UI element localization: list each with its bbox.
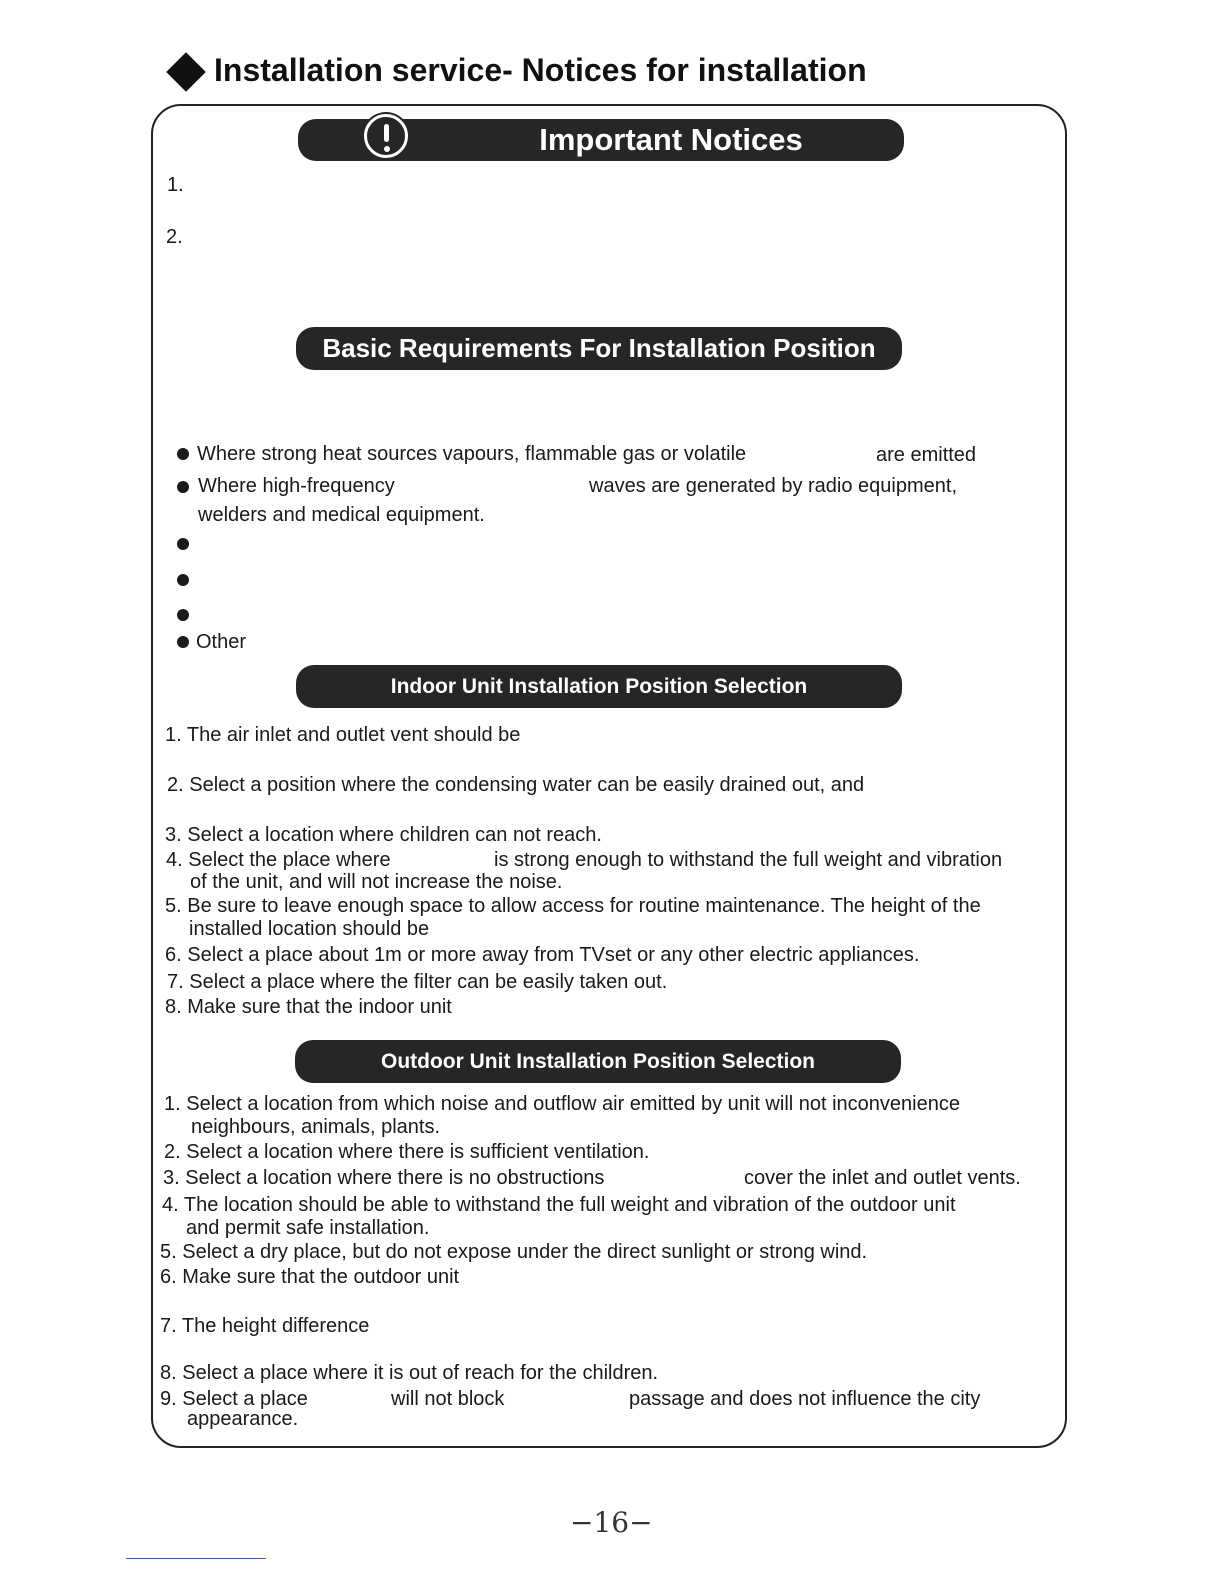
exclamation-icon: [364, 114, 408, 158]
outdoor-item-6: 6. Make sure that the outdoor unit: [160, 1266, 460, 1288]
bullet-dot: [177, 538, 189, 550]
important-notices-label: Important Notices: [539, 122, 803, 157]
indoor-selection-label: Indoor Unit Installation Position Selection: [390, 674, 808, 698]
outdoor-item-4: 4. The location should be able to withstand the full weight and vibration of the outdoor unit: [162, 1194, 956, 1216]
outdoor-item-2: 2. Select a location where there is sufficient ventilation.: [164, 1141, 650, 1163]
page-number: −16−: [570, 1506, 653, 1539]
indoor-item-4-cont: of the unit, and will not increase the noise.: [190, 871, 563, 893]
basic-bullet-1-text-end: are emitted: [876, 444, 977, 466]
outdoor-item-9-cont: appearance.: [187, 1408, 299, 1430]
basic-bullet-2-text-cont: welders and medical equipment.: [198, 504, 485, 526]
basic-bullet-2-text: Where high-frequency: [198, 475, 395, 497]
bullet-dot: [177, 448, 189, 460]
outdoor-item-3: 3. Select a location where there is no obstructions: [163, 1167, 605, 1189]
indoor-item-3: 3. Select a location where children can not reach.: [165, 824, 602, 846]
bullet-dot: [177, 481, 189, 493]
notice-item-1: 1.: [167, 174, 184, 196]
bullet-dot: [177, 574, 189, 586]
outdoor-item-7: 7. The height difference: [160, 1315, 370, 1337]
basic-bullet-2-text-mid: waves are generated by radio equipment,: [589, 475, 958, 497]
indoor-item-4-mid: is strong enough to withstand the full weight and vibration: [494, 849, 1003, 871]
diamond-bullet-icon: [166, 52, 206, 92]
outdoor-item-1: 1. Select a location from which noise and outflow air emitted by unit will not inconvenience: [164, 1093, 960, 1115]
basic-bullet-1-text: Where strong heat sources vapours, flammable gas or volatile: [197, 443, 747, 465]
indoor-selection-banner: [296, 665, 902, 708]
indoor-item-5-cont: installed location should be: [189, 918, 430, 940]
indoor-item-7: 7. Select a place where the filter can be easily taken out.: [167, 971, 668, 993]
indoor-item-6: 6. Select a place about 1m or more away from TVset or any other electric appliances.: [165, 944, 920, 966]
outdoor-item-1-cont: neighbours, animals, plants.: [191, 1116, 441, 1138]
basic-requirements-label: Basic Requirements For Installation Position: [322, 333, 876, 363]
indoor-item-8: 8. Make sure that the indoor unit: [165, 996, 452, 1018]
bullet-dot: [177, 609, 189, 621]
outdoor-item-3-end: cover the inlet and outlet vents.: [744, 1167, 1021, 1189]
page-title: Installation service- Notices for installation: [214, 52, 867, 88]
outdoor-item-9: 9. Select a place: [160, 1388, 308, 1410]
outdoor-selection-banner: [295, 1040, 901, 1083]
basic-requirements-banner: [296, 327, 902, 370]
outdoor-item-9-mid: will not block: [391, 1388, 505, 1410]
outdoor-selection-label: Outdoor Unit Installation Position Selection: [380, 1049, 815, 1073]
outdoor-item-8: 8. Select a place where it is out of reach for the children.: [160, 1362, 659, 1384]
notice-item-2: 2.: [166, 226, 183, 248]
indoor-item-1: 1. The air inlet and outlet vent should be: [165, 724, 521, 746]
indoor-item-5: 5. Be sure to leave enough space to allow access for routine maintenance. The height of the: [165, 895, 981, 917]
indoor-item-4: 4. Select the place where: [166, 849, 391, 871]
indoor-item-2: 2. Select a position where the condensing water can be easily drained out, and: [167, 774, 865, 796]
outdoor-item-9-end: passage and does not influence the city: [629, 1388, 981, 1410]
outdoor-item-5: 5. Select a dry place, but do not expose under the direct sunlight or strong wind.: [160, 1241, 868, 1263]
outdoor-item-4-cont: and permit safe installation.: [186, 1217, 430, 1239]
bullet-dot: [177, 636, 189, 648]
basic-bullet-other: Other: [196, 631, 247, 653]
footer-line: [126, 1558, 266, 1559]
